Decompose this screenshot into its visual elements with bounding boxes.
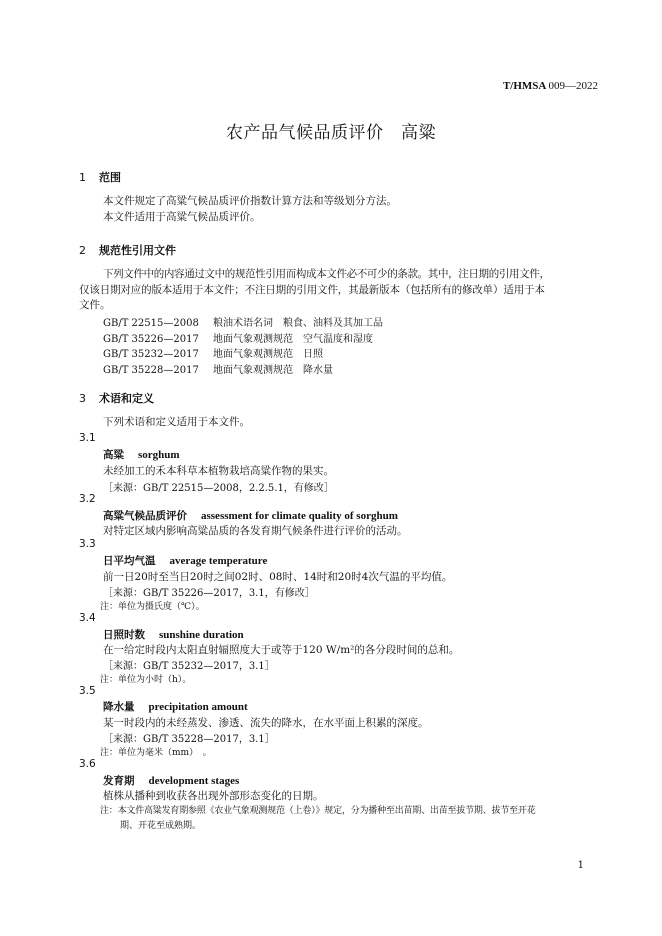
term-number: 3.3 [79, 538, 96, 550]
section-heading-1: 1 范围 [79, 171, 121, 184]
term-number: 3.6 [79, 758, 96, 770]
term-definition: 植株从播种到收获各出现外部形态变化的日期。 [103, 790, 324, 802]
document-title: 农产品气候品质评价 高粱 [226, 123, 436, 143]
term-definition: 未经加工的禾本科草本植物栽培高粱作物的果实。 [103, 465, 334, 477]
term-number: 3.1 [79, 432, 96, 444]
reference-item: GB/T 35228—2017 地面气象观测规范 降水量 [103, 365, 333, 376]
term-number: 3.5 [79, 685, 96, 697]
term-heading: 日照时数 sunshine duration [103, 629, 244, 641]
term-heading: 高粱 sorghum [103, 449, 180, 461]
page-number: 1 [577, 860, 584, 871]
term-number: 3.2 [79, 493, 96, 505]
term-heading: 日平均气温 average temperature [103, 555, 268, 567]
terms-intro: 下列术语和定义适用于本文件。 [103, 416, 250, 428]
term-heading: 降水量 precipitation amount [103, 701, 248, 713]
term-source: ［来源：GB/T 22515—2008，2.2.5.1，有修改］ [103, 483, 334, 494]
reference-item: GB/T 35226—2017 地面气象观测规范 空气温度和湿度 [103, 334, 373, 345]
term-note: 注：单位为摄氏度（℃）。 [100, 602, 205, 612]
scope-paragraph-1: 本文件规定了高粱气候品质评价指数计算方法和等级划分方法。 [103, 195, 397, 207]
normative-intro-line-3: 文件。 [79, 299, 111, 311]
section-heading-3: 3 术语和定义 [79, 392, 154, 405]
scope-paragraph-2: 本文件适用于高粱气候品质评价。 [103, 211, 261, 223]
term-note: 注：本文件高粱发育期参照《农业气象观测规范（上卷）》规定，分为播种至出苗期、出苗至拔节期、拔节至开花 [100, 806, 536, 816]
normative-intro-line-1: 下列文件中的内容通过文中的规范性引用而构成本文件必不可少的条款。其中，注日期的引用文件， [103, 268, 550, 280]
reference-item: GB/T 35232—2017 地面气象观测规范 日照 [103, 349, 323, 360]
term-source: ［来源：GB/T 35228—2017，3.1］ [103, 734, 275, 745]
normative-intro-line-2: 仅该日期对应的版本适用于本文件；不注日期的引用文件，其最新版本（包括所有的修改单）适用于本 [79, 284, 545, 296]
term-definition: 在一给定时段内太阳直射辐照度大于或等于120 W/m²的各分段时间的总和。 [103, 644, 460, 656]
term-heading: 高粱气候品质评价 assessment for climate quality of sorghum [103, 510, 398, 522]
term-number: 3.4 [79, 612, 96, 624]
term-note-continuation: 期、开花至成熟期。 [120, 821, 202, 831]
term-source: ［来源：GB/T 35232—2017，3.1］ [103, 661, 275, 672]
term-source: ［来源：GB/T 35226—2017，3.1，有修改］ [103, 588, 315, 599]
standard-code: T/HMSA 009—2022 [502, 80, 598, 92]
term-note: 注：单位为小时（h）。 [100, 675, 192, 685]
section-heading-2: 2 规范性引用文件 [79, 244, 176, 257]
term-definition: 对特定区域内影响高粱品质的各发育期气候条件进行评价的活动。 [103, 525, 408, 537]
term-definition: 某一时段内的未经蒸发、渗透、流失的降水，在水平面上积累的深度。 [103, 717, 429, 729]
term-definition: 前一日20时至当日20时之间02时、08时、14时和20时4次气温的平均值。 [103, 571, 453, 583]
term-heading: 发育期 development stages [103, 775, 240, 787]
reference-item: GB/T 22515—2008 粮油术语名词 粮食、油料及其加工品 [103, 318, 383, 329]
term-note: 注：单位为毫米（mm） 。 [100, 748, 212, 758]
